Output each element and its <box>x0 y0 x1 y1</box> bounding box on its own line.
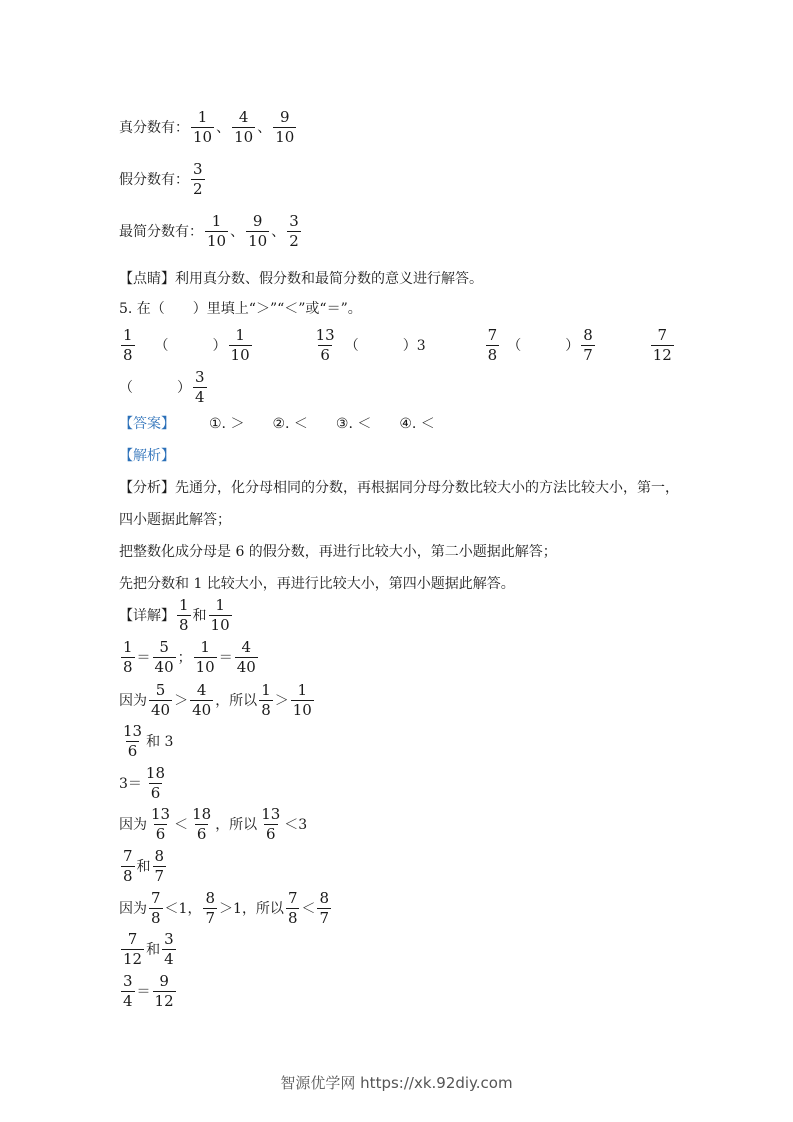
question-5-row-2 <box>119 370 209 405</box>
fraction: $\frac{3}{2}$ <box>193 160 203 198</box>
proper-label: 真分数有： <box>119 119 189 136</box>
fraction: $\frac{8}{7}$ <box>319 889 330 927</box>
detail-line-3: 因为 $\frac{5}{40}$ ＞ $\frac{4}{40}$ ，所以 $\frac{1}{8}$ ＞ $\frac{1}{10}$ <box>119 681 312 719</box>
analysis-text-line: 先把分数和 1 比较大小，再进行比较大小，第四小题据此解答。 <box>119 576 515 592</box>
fraction: $\frac{1}{8}$ <box>261 681 271 719</box>
detail-line-8: 因为 $\frac{7}{8}$ ＜1 ， $\frac{8}{7}$ ＞1 ，所以 $\frac{7}{8}$ ＜ $\frac{8}{7}$ <box>119 889 330 927</box>
detail-line-9: $\frac{7}{12}$ 和 $\frac{3}{4}$ <box>123 930 174 968</box>
fraction: $\frac{1}{10}$ <box>230 326 250 364</box>
answer-item: ④. ＜ <box>399 416 435 432</box>
fraction: $\frac{7}{8}$ <box>487 326 498 364</box>
question-5-row-1: $\frac{1}{8}$ （ ） $\frac{1}{10}$ $\frac{13}{6}$ （ ） 3 $\frac{7}{8}$ （ ） $\frac{8}{7}$ $\frac{7}{12}$ <box>123 326 672 364</box>
fraction: $\frac{1}{10}$ <box>210 596 230 634</box>
analysis-text-line: 【分析】先通分，化分母相同的分数，再根据同分母分数比较大小的方法比较大小，第一， <box>119 480 679 496</box>
fraction: $\frac{1}{8}$ <box>123 326 133 364</box>
fraction: $\frac{1}{8}$ <box>179 596 189 634</box>
fraction: $\frac{9}{10}$ <box>275 108 295 146</box>
blank-close: ） <box>565 337 580 354</box>
analysis-text-line: 把整数化成分母是 6 的假分数，再进行比较大小，第二小题据此解答； <box>119 544 557 560</box>
answer-item: ③. ＜ <box>335 416 372 432</box>
fraction: $\frac{9}{10}$ <box>248 212 268 250</box>
fraction: $\frac{7}{8}$ <box>151 889 161 927</box>
blank-open: （ <box>344 337 359 354</box>
fraction: $\frac{7}{8}$ <box>123 847 133 885</box>
detail-line-6: 因为 $\frac{13}{6}$ ＜ $\frac{18}{6}$ ，所以 $\frac{13}{6}$ ＜3 <box>119 805 308 843</box>
blank-open: （ <box>507 337 522 354</box>
answer-item: ①. ＞ <box>209 416 245 432</box>
fraction: $\frac{8}{7}$ <box>154 847 165 885</box>
detail-line-1: 【详解】 $\frac{1}{8}$ 和 $\frac{1}{10}$ <box>119 596 230 634</box>
detail-line-5: 3＝ $\frac{18}{6}$ <box>119 764 166 802</box>
fraction: $\frac{5}{40}$ <box>151 681 171 719</box>
blank-open: （ <box>119 379 133 396</box>
analysis-text-line: 四小题据此解答； <box>119 512 231 528</box>
blank-close: ） <box>177 379 191 396</box>
fraction: $\frac{1}{10}$ <box>292 681 312 719</box>
fraction: $\frac{1}{10}$ <box>207 212 227 250</box>
analysis-label-line <box>119 449 175 463</box>
improper-fractions-line <box>119 162 207 197</box>
fraction: $\frac{7}{12}$ <box>652 326 672 364</box>
fraction: $\frac{13}{6}$ <box>261 805 281 843</box>
fraction: $\frac{4}{40}$ <box>236 638 256 676</box>
remark-line: 【点睛】利用真分数、假分数和最简分数的意义进行解答。 <box>119 271 483 287</box>
fraction: $\frac{1}{8}$ <box>123 638 133 676</box>
proper-fractions-line: 真分数有： $\frac{1}{10}$ 、 $\frac{4}{10}$ 、 $\frac{9}{10}$ <box>119 108 295 146</box>
question-5-title: 5. 在（ ）里填上“＞”“＜”或“＝”。 <box>119 301 362 317</box>
fraction: $\frac{8}{7}$ <box>583 326 593 364</box>
fraction: $\frac{4}{40}$ <box>192 681 212 719</box>
fraction: $\frac{8}{7}$ <box>205 889 216 927</box>
fraction: $\frac{3}{4}$ <box>195 368 205 406</box>
fraction: $\frac{3}{4}$ <box>164 930 174 968</box>
fraction: $\frac{13}{6}$ <box>151 805 171 843</box>
fraction: $\frac{5}{40}$ <box>154 638 174 676</box>
fraction: $\frac{4}{10}$ <box>234 108 254 146</box>
fraction: $\frac{18}{6}$ <box>192 805 212 843</box>
answer-item: ②. ＜ <box>272 416 308 432</box>
fraction: $\frac{7}{12}$ <box>123 930 143 968</box>
simplest-fractions-line: 最简分数有： $\frac{1}{10}$ 、 $\frac{9}{10}$ 、 $\frac{3}{2}$ <box>119 212 299 250</box>
fraction: $\frac{1}{10}$ <box>195 638 215 676</box>
blank-close: ） <box>402 337 417 354</box>
fraction: $\frac{13}{6}$ <box>123 722 143 760</box>
improper-label: 假分数有： <box>119 171 189 188</box>
fraction: $\frac{1}{10}$ <box>193 108 213 146</box>
fraction: $\frac{7}{8}$ <box>287 889 298 927</box>
detail-line-7: $\frac{7}{8}$ 和 $\frac{8}{7}$ <box>123 847 165 885</box>
detail-label: 【详解】 <box>119 607 175 624</box>
fraction: $\frac{3}{2}$ <box>289 212 299 250</box>
detail-line-2: $\frac{1}{8}$ ＝ $\frac{5}{40}$ ； $\frac{1}{10}$ ＝ $\frac{4}{40}$ <box>123 638 256 676</box>
fraction: $\frac{3}{4}$ <box>123 972 133 1010</box>
blank-close: ） <box>212 337 227 354</box>
fraction: $\frac{18}{6}$ <box>145 764 166 802</box>
page-footer: 智源优学网 https://xk.92diy.com <box>280 1074 513 1092</box>
answer-label: 【答案】 <box>119 416 175 432</box>
analysis-label: 【解析】 <box>119 448 175 464</box>
answer-line <box>119 417 463 431</box>
detail-line-10: $\frac{3}{4}$ ＝ $\frac{9}{12}$ <box>123 972 174 1010</box>
simplest-label: 最简分数有： <box>119 223 203 240</box>
blank-open: （ <box>154 337 169 354</box>
fraction: $\frac{9}{12}$ <box>154 972 174 1010</box>
detail-line-4: $\frac{13}{6}$ 和 3 <box>123 722 174 760</box>
fraction: $\frac{13}{6}$ <box>315 326 335 364</box>
